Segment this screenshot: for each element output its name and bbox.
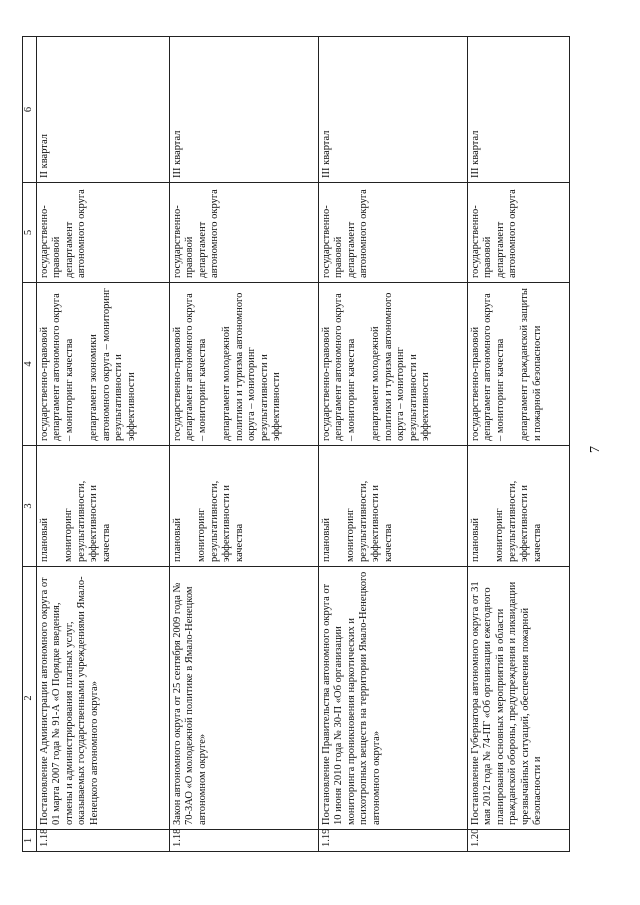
table-row — [36, 37, 169, 852]
row-number: 1.18 — [169, 830, 318, 852]
header-col-4: 4 — [23, 283, 37, 446]
responsible-executors: государственно-правовой департамент автономного округа – мониторинг качества департамент экономики автономного округа – мониторинг результативности и эффективности — [36, 283, 169, 446]
responsible-department: государственно-правовой департамент автономного округа — [318, 183, 467, 283]
table-row — [467, 37, 569, 852]
monitoring-type: плановый мониторинг результативности, эффективности и качества — [467, 446, 569, 567]
monitoring-type: плановый мониторинг результативности, эффективности и качества — [318, 446, 467, 567]
row-number: 1.20 — [467, 830, 569, 852]
period: III квартал — [169, 37, 318, 183]
period: II квартал — [36, 37, 169, 183]
header-col-3: 3 — [23, 446, 37, 567]
responsible-executors: государственно-правовой департамент автономного округа – мониторинг качества департамент гражданской защиты и пожарной безопасности — [467, 283, 569, 446]
header-col-1: 1 — [23, 830, 37, 852]
header-col-6: 6 — [23, 37, 37, 183]
responsible-executors: государственно-правовой департамент автономного округа – мониторинг качества департамент молодежной политики и туризма автономного округа – мониторинг результативности и эффективности — [318, 283, 467, 446]
header-row — [23, 37, 37, 852]
monitoring-type: плановый мониторинг результативности, эффективности и качества — [36, 446, 169, 567]
row-number: 1.19 — [318, 830, 467, 852]
document-title: Постановление Администрации автономного округа от 01 марта 2007 года № 91-А «О Порядке введения, отмены и администрирования платных услуг, оказываемых государственными учреждениями Ямало-Ненецкого автономного округа» — [36, 567, 169, 830]
header-col-5: 5 — [23, 183, 37, 283]
period: III квартал — [318, 37, 467, 183]
responsible-department: государственно-правовой департамент автономного округа — [36, 183, 169, 283]
responsible-department: государственно-правовой департамент автономного округа — [467, 183, 569, 283]
header-col-2: 2 — [23, 567, 37, 830]
table-row — [318, 37, 467, 852]
page-number: 7 — [588, 446, 603, 453]
responsible-department: государственно-правовой департамент автономного округа — [169, 183, 318, 283]
responsible-executors: государственно-правовой департамент автономного округа – мониторинг качества департамент молодежной политики и туризма автономного округа – мониторинг результативности и эффективности — [169, 283, 318, 446]
document-title: Постановление Губернатора автономного округа от 31 мая 2012 года № 74-ПГ «Об организации ежегодного планирования основных мероприятий в области гражданской обороны, предупреждения и ликвидации чрезвычайных ситуаций, обеспечения пожарной безопасности и — [467, 567, 569, 830]
monitoring-plan-table — [22, 36, 570, 852]
document-title: Закон автономного округа от 25 сентября 2009 года № 70-ЗАО «О молодежной политике в Ямало-Ненецком автономном округе» — [169, 567, 318, 830]
monitoring-type: плановый мониторинг результативности, эффективности и качества — [169, 446, 318, 567]
period: III квартал — [467, 37, 569, 183]
document-title: Постановление Правительства автономного округа от 10 июня 2010 года № 30-П «Об организации мониторинга проникновения наркотических и психотропных веществ на территории Ямало-Ненецкого автономного округа» — [318, 567, 467, 830]
row-number: 1.18 — [36, 830, 169, 852]
table-row — [169, 37, 318, 852]
